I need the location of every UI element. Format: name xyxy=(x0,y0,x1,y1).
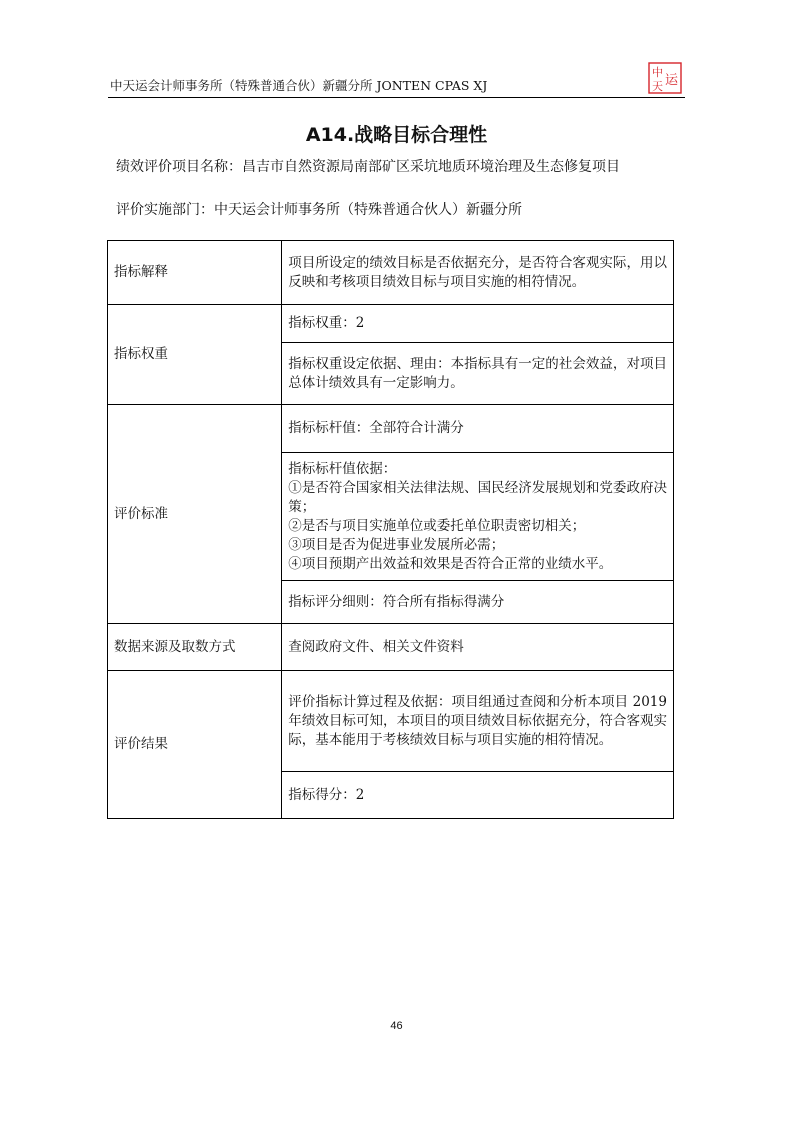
firm-logo xyxy=(648,62,682,94)
evaluation-table xyxy=(107,240,674,819)
page-title: A14.战略目标合理性 xyxy=(305,124,488,146)
benchmark-basis xyxy=(282,453,674,581)
weight-basis: 指标权重设定依据、理由：本指标具有一定的社会效益，对项目总体计绩效具有一定影响力。 xyxy=(282,343,674,405)
svg-text:运: 运 xyxy=(665,73,679,88)
table-row xyxy=(108,405,674,453)
table-row xyxy=(108,305,674,343)
row-label-data-source: 数据来源及取数方式 xyxy=(108,624,282,671)
header-rule xyxy=(108,97,685,98)
indicator-score: 指标得分：2 xyxy=(282,772,674,819)
row-label-indicator-explanation: 指标解释 xyxy=(108,241,282,305)
benchmark-basis-line: ④项目预期产出效益和效果是否符合正常的业绩水平。 xyxy=(288,555,613,572)
table-row xyxy=(108,671,674,772)
benchmark-basis-line: ①是否符合国家相关法律法规、国民经济发展规划和党委政府决策； xyxy=(288,479,667,515)
table-row xyxy=(108,241,674,305)
row-label-evaluation-result: 评价结果 xyxy=(108,671,282,819)
benchmark-basis-line: ②是否与项目实施单位或委托单位职责密切相关； xyxy=(288,517,586,534)
benchmark-basis-line: 指标标杆值依据： xyxy=(288,460,397,477)
evaluation-process: 评价指标计算过程及依据：项目组通过查阅和分析本项目 2019 年绩效目标可知，本项目的项目绩效目标依据充分，符合客观实际，基本能用于考核绩效目标与项目实施的相符情况。 xyxy=(282,671,674,772)
row-label-indicator-weight: 指标权重 xyxy=(108,305,282,405)
data-source: 查阅政府文件、相关文件资料 xyxy=(282,624,674,671)
indicator-weight: 指标权重：2 xyxy=(282,305,674,343)
scoring-rules: 指标评分细则：符合所有指标得满分 xyxy=(282,581,674,624)
table-row xyxy=(108,624,674,671)
row-label-evaluation-standard: 评价标准 xyxy=(108,405,282,624)
department-line: 评价实施部门：中天运会计师事务所（特殊普通合伙人）新疆分所 xyxy=(116,202,522,218)
benchmark-basis-line: ③项目是否为促进事业发展所必需； xyxy=(288,536,505,553)
page-header: 中天运会计师事务所（特殊普通合伙）新疆分所 JONTEN CPAS XJ xyxy=(110,78,488,93)
benchmark-value: 指标标杆值：全部符合计满分 xyxy=(282,405,674,453)
svg-text:中: 中 xyxy=(652,66,663,79)
page-number: 46 xyxy=(390,1020,403,1032)
indicator-explanation: 项目所设定的绩效目标是否依据充分，是否符合客观实际，用以反映和考核项目绩效目标与项目实施的相符情况。 xyxy=(282,241,674,305)
project-name-line: 绩效评价项目名称：昌吉市自然资源局南部矿区采坑地质环境治理及生态修复项目 xyxy=(116,159,620,175)
svg-text:天: 天 xyxy=(652,80,663,93)
